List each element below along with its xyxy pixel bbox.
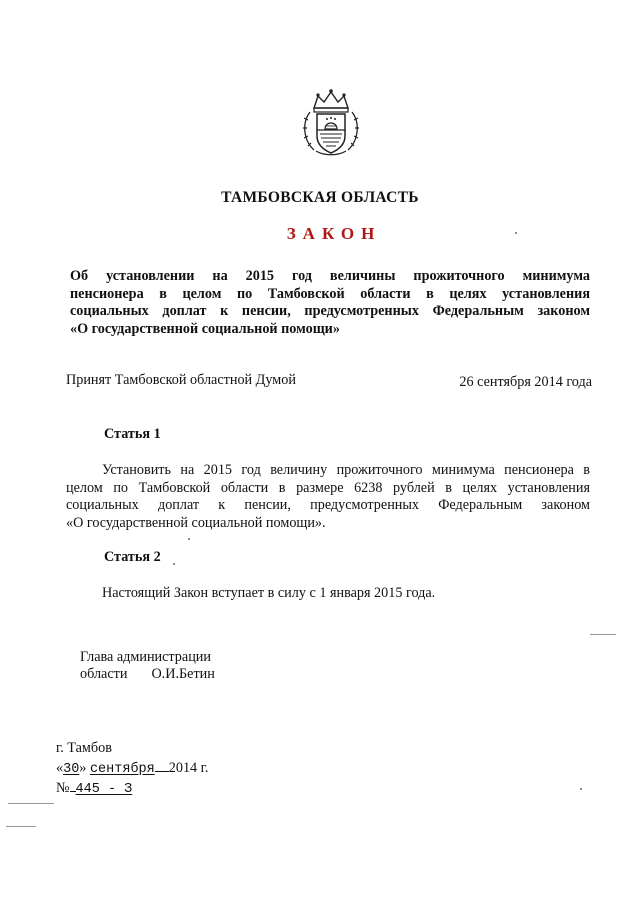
signing-date [56,760,208,777]
article-1-line: Установить на 2015 год величину прожиточного минимума пенсионера в [102,462,590,478]
date-close-quote: » [79,760,87,776]
article-2-text: Настоящий Закон вступает в силу с 1 января 2015 года. [102,585,436,601]
scan-mark [6,826,36,827]
law-title [70,268,590,338]
document-type-heading: ЗАКОН [286,224,382,243]
law-number [56,780,132,797]
scan-mark [8,803,54,804]
number-sign: № [56,780,70,796]
article-1-heading: Статья 1 [104,426,161,442]
adopted-date: 26 сентября 2014 года [459,374,592,390]
region-heading: ТАМБОВСКАЯ ОБЛАСТЬ [221,189,419,206]
date-day: 30 [63,762,80,777]
article-1-text [66,462,590,532]
law-title-line: пенсионера в целом по Тамбовской области в целях установления [70,285,590,302]
article-1-line: целом по Тамбовской области в размере 6238 рублей в целях установления [66,479,590,496]
scan-mark [590,634,616,635]
date-year: 2014 г. [168,760,209,776]
signer-position-line-2: области [80,666,128,682]
signer-name: О.И.Бетин [151,666,215,682]
adopted-by: Принят Тамбовской областной Думой [66,372,296,388]
scan-speck [188,538,190,540]
date-month: сентября [89,762,155,777]
number-value: 445 - З [75,782,133,797]
place-of-signing: г. Тамбов [56,740,112,756]
scan-speck [173,563,175,565]
date-underline [155,770,169,772]
article-2-heading: Статья 2 [104,549,161,565]
article-1-line: «О государственной социальной помощи». [66,514,326,531]
signature-block [80,649,215,683]
scan-speck [515,232,517,234]
law-title-line: «О государственной социальной помощи» [70,320,340,337]
signer-position-line-1: Глава администрации [80,649,211,665]
law-title-line: Об установлении на 2015 год величины прожиточного минимума [70,268,590,284]
law-title-line: социальных доплат к пенсии, предусмотренных Федеральным законом [70,303,590,319]
article-1-line: социальных доплат к пенсии, предусмотренных Федеральным законом [66,497,590,513]
tambov-coat-of-arms-icon [300,88,362,158]
scan-speck [580,788,582,790]
date-open-quote: « [56,760,64,776]
